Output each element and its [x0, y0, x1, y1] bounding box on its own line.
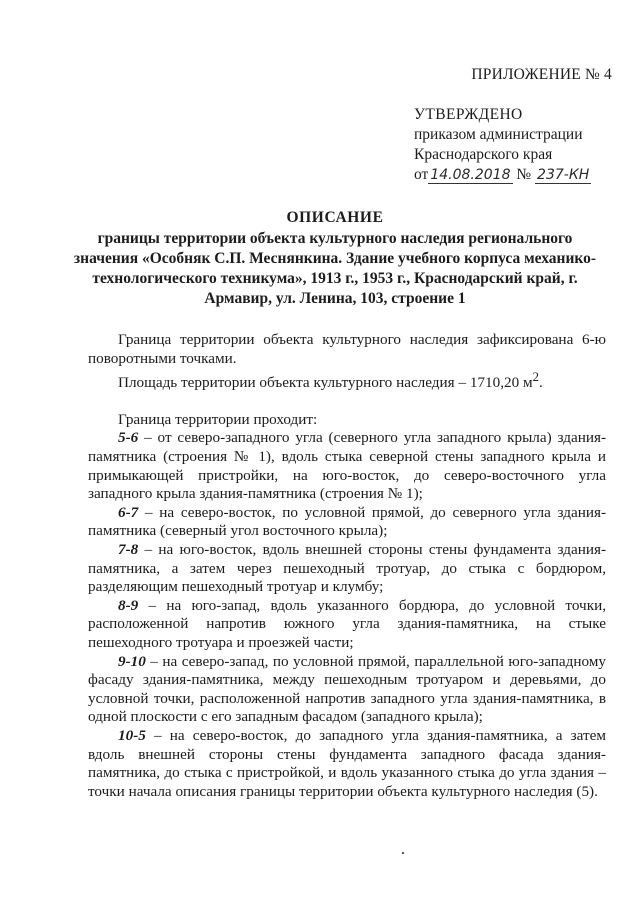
order-date: 14.08.2018 — [430, 167, 511, 183]
segment-text: – на юго-восток, вдоль внешней стороны стены фундамента здания-памятника, а затем через пешеходный тротуар, до стыка с бордюром, разделяющим пешеходный тротуар и клумбу; — [88, 541, 606, 596]
segment-points: 8-9 — [118, 596, 139, 614]
segment-points: 9-10 — [118, 652, 146, 670]
boundary-intro: Граница территории проходит: — [118, 410, 318, 428]
segment-points: 10-5 — [118, 726, 146, 744]
segment-text: – на юго-запад, вдоль указанного бордюра, до условной точки, расположенной напротив южного угла здания-памятника, на стыке пешеходного тротуара и проезжей части; — [88, 596, 606, 651]
segment-text: – на северо-восток, до западного угла здания-памятника, а затем вдоль внешней стороны стены фундамента западного фасада здания-памятника, до стыка с пристройкой, и вдоль указанного стыка до угла здания – точки начала описания границы территории объекта культурного наследия (5). — [88, 726, 606, 800]
segment-points: 7-8 — [118, 541, 139, 558]
area-end: . — [538, 374, 543, 392]
area-unit-superscript: 2 — [532, 370, 539, 385]
intro-paragraph: Граница территории объекта культурного наследия зафиксирована 6-ю поворотными точками. — [88, 331, 606, 367]
segment-text: – от северо-западного угла (северного угла западного крыла) здания-памятника (строения № 1), вдоль стыка северной стены западного крыла и примыкающей пристройки, на юго-восток, до северо-восточного угла западного крыла здания-памятника (строения № 1); — [88, 429, 606, 503]
approved-label: УТВЕРЖДЕНО — [414, 106, 523, 123]
order-date-number — [414, 165, 624, 185]
segment-paragraph — [88, 541, 606, 597]
segment-paragraph — [88, 727, 606, 801]
area-text: Площадь территории объекта культурного наследия – 1710,20 м — [118, 374, 533, 392]
segment-paragraph — [88, 653, 606, 727]
segment-text: – на северо-запад, по условной прямой, параллельной юго-западному фасаду здания-памятника, между пешеходным тротуаром и деревьями, до условной точки, расположенной напротив западного угла здания-памятника, в одной плоскости с его западным фасадом (западного крыла); — [88, 652, 606, 726]
appendix-number: ПРИЛОЖЕНИЕ № 4 — [471, 66, 612, 83]
scan-speck — [402, 852, 404, 854]
segment-paragraph — [88, 504, 606, 541]
document-body — [88, 331, 606, 801]
document-subtitle: границы территории объекта культурного наследия регионального значения «Особняк С.П. Меснянкина. Здание учебного корпуса механико-технологического техникума», 1913 г., 1953 г., Краснодарский край, г. Армавир, ул. Ленина, 103, строение 1 — [73, 230, 597, 307]
approval-block — [414, 105, 624, 185]
segment-paragraph — [88, 597, 606, 653]
segment-text: – на северо-восток, по условной прямой, до северного угла здания-памятника (северный угол восточного крыла); — [88, 503, 606, 540]
area-paragraph — [88, 368, 606, 393]
document-heading — [70, 208, 600, 309]
segment-points: 6-7 — [118, 503, 139, 521]
document-title: ОПИСАНИЕ — [286, 209, 384, 226]
order-number-label: № — [516, 166, 532, 183]
order-prefix: от — [414, 166, 429, 183]
segment-points: 5-6 — [118, 429, 139, 447]
order-issuer-line1: приказом администрации — [414, 126, 583, 143]
segment-paragraph — [88, 429, 606, 503]
order-issuer-line2: Краснодарского края — [414, 146, 553, 163]
order-number: 237-КН — [537, 167, 590, 183]
